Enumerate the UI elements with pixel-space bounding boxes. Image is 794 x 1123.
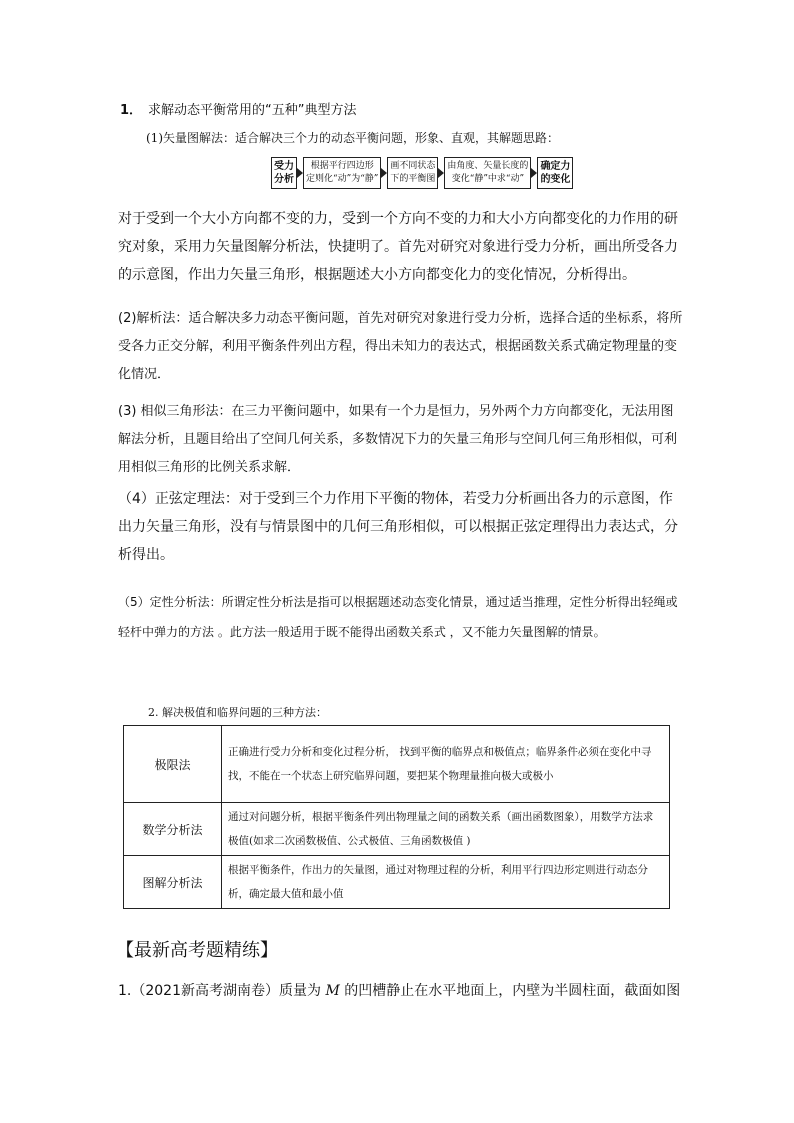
flow-step-parallelogram [303,157,381,189]
method-name: 数学分析法 [124,803,222,856]
question-text: 1.（2021新高考湖南卷）质量为 [118,983,326,999]
question-1 [118,980,698,1000]
flow-step-text: 由角度、矢量长度的 [447,161,529,171]
table-row [124,803,670,856]
flow-step-force-analysis [271,157,297,189]
exam-practice-heading: 【最新高考题精练】 [116,940,278,961]
extremum-methods-table [123,725,670,909]
arrow-right-icon [297,157,303,189]
flow-step-text: 画不同状态 [390,161,436,171]
method-description: 根据平衡条件，作出力的矢量图，通过对物理过程的分析，利用平行四边形定则进行动态分析，确定最大值和最小值 [222,856,670,909]
method-name: 图解分析法 [124,856,222,909]
flow-step-text: 变化“静”中求“动” [451,174,525,184]
flow-step-text: 根据平行四边形 [310,161,374,171]
flow-step-text: 分析 [274,174,294,185]
section-title: 求解动态平衡常用的“五种”典型方法 [148,103,357,118]
method-description: 正确进行受力分析和变化过程分析， 找到平衡的临界点和极值点；临界条件必须在变化中寻找，不能在一个状态上研究临界问题，要把某个物理量推向极大或极小 [222,726,670,803]
flow-step-text: 定则化“动”为“静” [306,174,379,184]
arrow-right-icon [381,157,387,189]
flow-step-determine-change [537,157,573,189]
method-name: 极限法 [124,726,222,803]
mass-variable: M [325,983,340,999]
section-heading [120,99,357,118]
arrow-right-icon [438,157,444,189]
section-number: 1． [120,103,143,118]
flow-step-text: 受力 [274,161,294,172]
solution-flowchart [271,155,573,191]
flow-step-angle-change [444,157,531,189]
analytic-method-paragraph: (2)解析法：适合解决多力动态平衡问题，首先对研究对象进行受力分析，选择合适的坐标系，将所受各力正交分解，利用平衡条件列出方程，得出未知力的表达式，根据函数关系式确定物理量的变化情况． [118,311,683,382]
question-text: 的凹槽静止在水平地面上，内壁为半圆柱面，截面如图 [339,983,681,999]
table-row [124,856,670,909]
vector-method-intro: (1)矢量图解法：适合解决三个力的动态平衡问题，形象、直观，其解题思路： [146,131,560,145]
arrow-right-icon [531,157,537,189]
flow-step-text: 下的平衡图 [390,174,436,184]
sine-rule-paragraph: （4）正弦定理法：对于受到三个力作用下平衡的物体，若受力分析画出各力的示意图，作出力矢量三角形，没有与情景图中的几何三角形相似，可以根据正弦定理得出力表达式，分析得出。 [118,491,678,563]
table-row [124,726,670,803]
qualitative-method-paragraph: （5）定性分析法：所谓定性分析法是指可以根据题述动态变化情景，通过适当推理，定性分析得出轻绳或轻杆中弹力的方法 。此方法一般适用于既不能得出函数关系式 ，又不能力矢量图解的情景。 [118,595,678,639]
flow-step-text: 的变化 [540,174,571,185]
method-description: 通过对问题分析，根据平衡条件列出物理量之间的函数关系（画出函数图象），用数学方法求极值(如求二次函数极值、公式极值、三角函数极值 ) [222,803,670,856]
similar-triangle-paragraph: (3) 相似三角形法：在三力平衡问题中，如果有一个力是恒力，另外两个力方向都变化，无法用图解法分析，且题目给出了空间几何关系，多数情况下力的矢量三角形与空间几何三角形相似，可利用相似三角形的比例关系求解． [118,404,678,475]
vector-method-paragraph: 对于受到一个大小方向都不变的力，受到一个方向不变的力和大小方向都变化的力作用的研究对象，采用力矢量图解分析法，快捷明了。首先对研究对象进行受力分析，画出所受各力的示意图，作出力矢量三角形，根据题述大小方向都变化力的变化情况，分析得出。 [118,211,678,283]
flow-step-text: 确定力 [540,161,571,172]
extremum-methods-heading: 2. 解决极值和临界问题的三种方法： [148,706,327,719]
flow-step-draw-states [387,157,438,189]
